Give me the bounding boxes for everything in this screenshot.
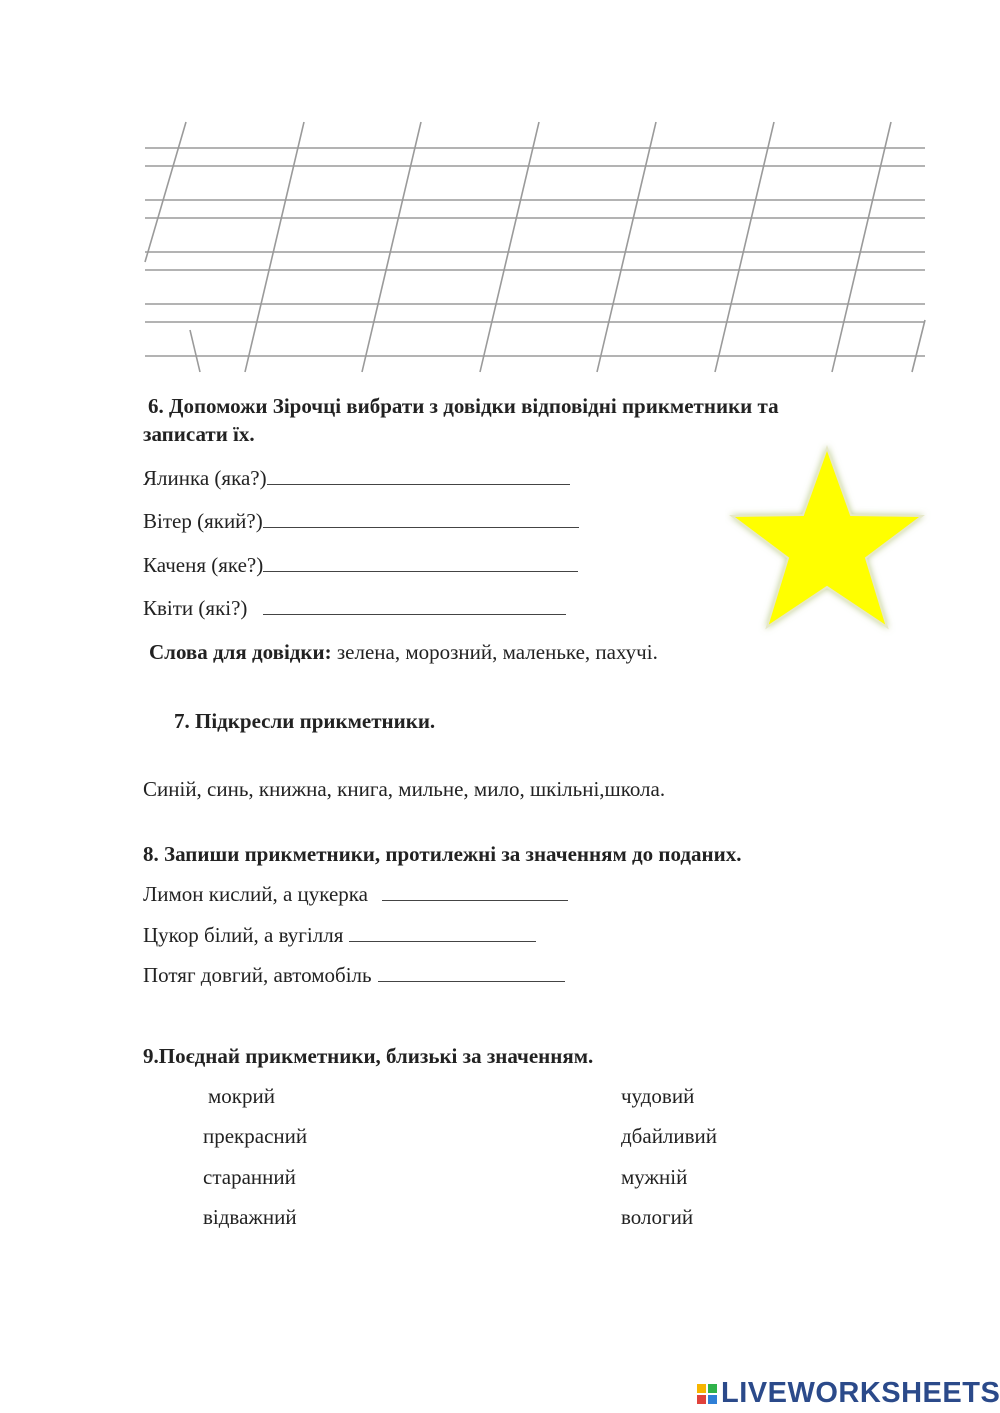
match-right-word[interactable]: чудовий (621, 1084, 695, 1108)
logo-mark-icon (697, 1384, 717, 1404)
answer-blank[interactable] (382, 882, 568, 901)
star-shape (732, 448, 922, 627)
task8-item-label: Цукор білий, а вугілля (143, 923, 344, 947)
match-right-word[interactable]: дбайливий (621, 1124, 718, 1148)
logo-text: LIVEWORKSHEETS (721, 1377, 1000, 1409)
answer-blank[interactable] (263, 509, 579, 528)
task6-item (143, 465, 570, 491)
task6-item-label: Каченя (яке?) (143, 553, 264, 577)
task6-title-line1: 6. Допоможи Зірочці вибрати з довідки відповідні прикметники та (148, 394, 779, 418)
match-right-word[interactable]: вологий (621, 1205, 694, 1229)
task8-title: 8. Запиши прикметники, протилежні за значенням до поданих. (143, 842, 742, 866)
answer-blank[interactable] (267, 466, 570, 485)
match-left-word[interactable]: старанний (203, 1165, 296, 1189)
task8-item (143, 962, 565, 988)
match-left-word[interactable]: мокрий (208, 1084, 275, 1108)
task8-item (143, 881, 568, 907)
task9-title: 9.Поєднай прикметники, близькі за значенням. (143, 1044, 594, 1068)
task8-item (143, 922, 536, 948)
liveworksheets-logo (697, 1377, 1000, 1410)
task6-item (143, 595, 566, 621)
match-left-word[interactable]: прекрасний (203, 1124, 308, 1148)
answer-blank[interactable] (263, 596, 566, 615)
task6-item (143, 552, 578, 578)
writing-practice-grid (0, 0, 1000, 380)
task6-item-label: Ялинка (яка?) (143, 466, 267, 490)
answer-blank[interactable] (378, 963, 565, 982)
task6-item-label: Вітер (який?) (143, 509, 263, 533)
task8-item-label: Лимон кислий, а цукерка (143, 882, 368, 906)
task6-item-label: Квіти (які?) (143, 596, 248, 620)
help-label: Слова для довідки: (149, 640, 332, 664)
task8-item-label: Потяг довгий, автомобіль (143, 963, 372, 987)
match-left-word[interactable]: відважний (203, 1205, 297, 1229)
task6-help (149, 639, 658, 665)
grid-horizontal-lines (145, 148, 925, 356)
grid-slanted-lines (145, 122, 925, 372)
star-icon (725, 440, 935, 640)
help-words: зелена, морозний, маленьке, пахучі. (331, 640, 658, 664)
task6-title-line2: записати їх. (143, 422, 255, 446)
answer-blank[interactable] (263, 553, 578, 572)
task7-text[interactable]: Синій, синь, книжна, книга, мильне, мило, шкільні,школа. (143, 777, 666, 801)
match-right-word[interactable]: мужній (621, 1165, 688, 1189)
task6-item (143, 508, 579, 534)
answer-blank[interactable] (349, 923, 536, 942)
task7-title: 7. Підкресли прикметники. (174, 709, 436, 733)
